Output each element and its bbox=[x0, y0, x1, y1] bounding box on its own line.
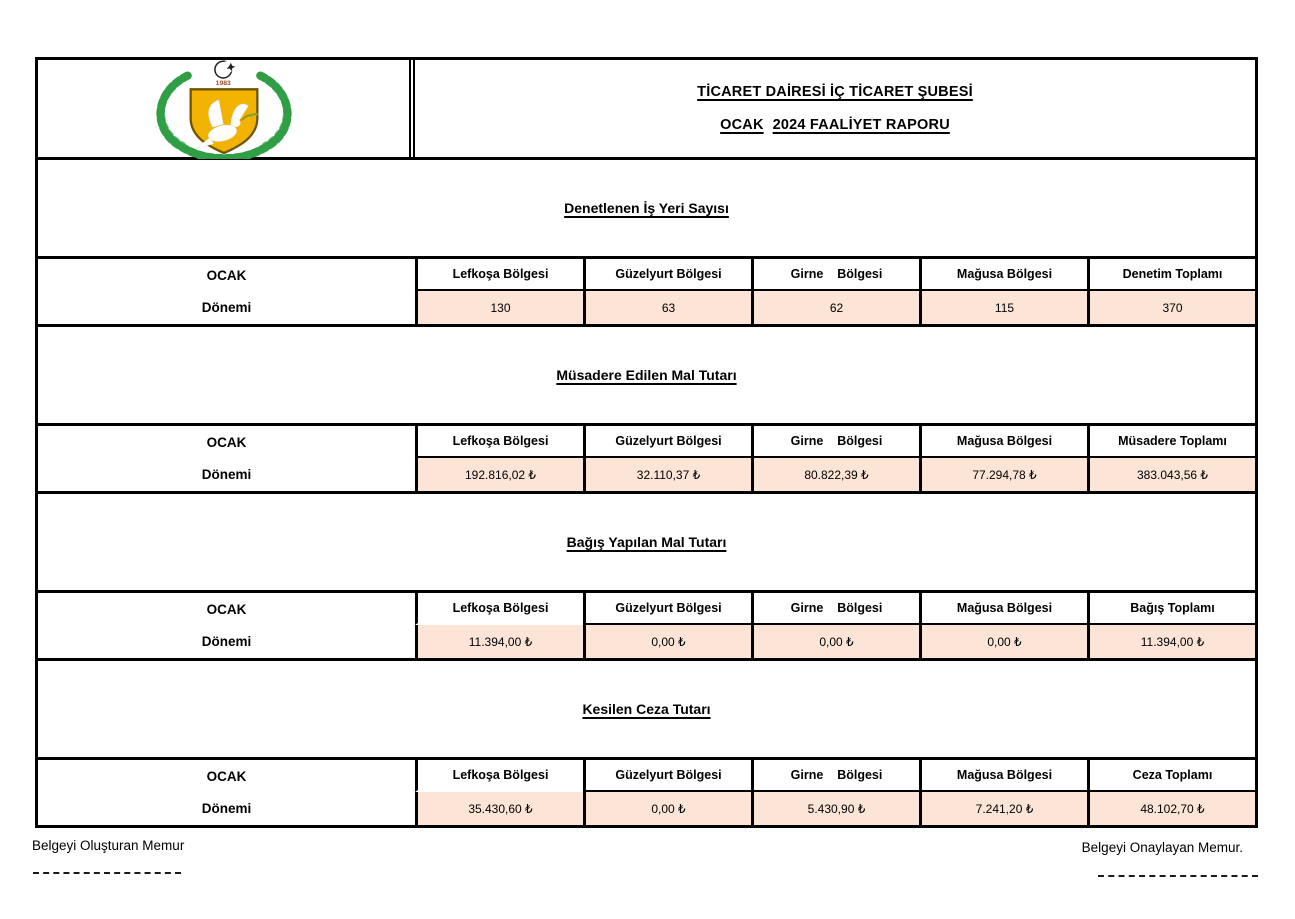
total-value-cell: 11.394,00 ₺ bbox=[1087, 625, 1255, 658]
emblem-year: 1983 bbox=[215, 79, 231, 87]
title-block bbox=[415, 60, 1255, 157]
section-table bbox=[38, 593, 1255, 661]
column-header: Lefkoşa Bölgesi bbox=[415, 426, 583, 458]
period-label: Dönemi bbox=[201, 467, 252, 482]
column-header: Mağusa Bölgesi bbox=[919, 259, 1087, 291]
column-header: Mağusa Bölgesi bbox=[919, 760, 1087, 792]
value-cell: 35.430,60 ₺ bbox=[415, 792, 583, 825]
report-month: OCAK bbox=[720, 117, 764, 134]
section-title: Bağış Yapılan Mal Tutarı bbox=[566, 534, 727, 550]
section-band bbox=[38, 327, 1255, 426]
value-cell: 0,00 ₺ bbox=[919, 625, 1087, 658]
section-title: Kesilen Ceza Tutarı bbox=[582, 701, 711, 717]
column-header: Girne Bölgesi bbox=[751, 760, 919, 792]
report-document bbox=[35, 57, 1258, 828]
value-cell: 115 bbox=[919, 291, 1087, 324]
creator-officer-label: Belgeyi Oluşturan Memur bbox=[32, 838, 185, 853]
creator-signature-line bbox=[33, 872, 181, 874]
report-subtitle bbox=[720, 117, 950, 133]
value-cell: 0,00 ₺ bbox=[751, 625, 919, 658]
column-header: Girne Bölgesi bbox=[751, 426, 919, 458]
total-column-header: Ceza Toplamı bbox=[1087, 760, 1255, 792]
value-cell: 77.294,78 ₺ bbox=[919, 458, 1087, 491]
total-value-cell: 383.043,56 ₺ bbox=[1087, 458, 1255, 491]
column-header: Mağusa Bölgesi bbox=[919, 593, 1087, 625]
period-month: OCAK bbox=[206, 434, 247, 450]
section-band bbox=[38, 160, 1255, 259]
section-table bbox=[38, 259, 1255, 327]
section-title: Denetlenen İş Yeri Sayısı bbox=[564, 200, 729, 216]
section-table bbox=[38, 426, 1255, 494]
period-cell bbox=[38, 426, 415, 491]
total-column-header: Denetim Toplamı bbox=[1087, 259, 1255, 291]
period-cell bbox=[38, 593, 415, 658]
section-table bbox=[38, 760, 1255, 825]
value-cell: 62 bbox=[751, 291, 919, 324]
emblem-cell bbox=[38, 60, 415, 157]
column-header: Girne Bölgesi bbox=[751, 259, 919, 291]
period-month: OCAK bbox=[206, 267, 247, 283]
column-header: Lefkoşa Bölgesi bbox=[415, 259, 583, 291]
column-header: Güzelyurt Bölgesi bbox=[583, 593, 751, 625]
section-band bbox=[38, 661, 1255, 760]
period-month: OCAK bbox=[206, 768, 247, 784]
period-cell bbox=[38, 760, 415, 825]
report-subtitle-rest: 2024 FAALİYET RAPORU bbox=[772, 117, 950, 134]
value-cell: 0,00 ₺ bbox=[583, 625, 751, 658]
report-title: TİCARET DAİRESİ İÇ TİCARET ŞUBESİ bbox=[697, 83, 973, 100]
value-cell: 32.110,37 ₺ bbox=[583, 458, 751, 491]
total-column-header: Müsadere Toplamı bbox=[1087, 426, 1255, 458]
total-value-cell: 370 bbox=[1087, 291, 1255, 324]
report-header bbox=[38, 60, 1255, 160]
value-cell: 7.241,20 ₺ bbox=[919, 792, 1087, 825]
column-header: Güzelyurt Bölgesi bbox=[583, 259, 751, 291]
total-column-header: Bağış Toplamı bbox=[1087, 593, 1255, 625]
column-header: Lefkoşa Bölgesi bbox=[415, 760, 583, 792]
kktc-coat-of-arms-icon bbox=[140, 59, 308, 159]
period-cell bbox=[38, 259, 415, 324]
column-header: Girne Bölgesi bbox=[751, 593, 919, 625]
section-band bbox=[38, 494, 1255, 593]
period-month: OCAK bbox=[206, 601, 247, 617]
value-cell: 130 bbox=[415, 291, 583, 324]
approver-signature-line bbox=[1098, 875, 1258, 877]
value-cell: 0,00 ₺ bbox=[583, 792, 751, 825]
value-cell: 63 bbox=[583, 291, 751, 324]
period-label: Dönemi bbox=[201, 300, 252, 315]
total-value-cell: 48.102,70 ₺ bbox=[1087, 792, 1255, 825]
section-title: Müsadere Edilen Mal Tutarı bbox=[556, 367, 737, 383]
column-header: Güzelyurt Bölgesi bbox=[583, 760, 751, 792]
column-header: Güzelyurt Bölgesi bbox=[583, 426, 751, 458]
value-cell: 80.822,39 ₺ bbox=[751, 458, 919, 491]
column-header: Lefkoşa Bölgesi bbox=[415, 593, 583, 625]
period-label: Dönemi bbox=[201, 634, 252, 649]
value-cell: 11.394,00 ₺ bbox=[415, 625, 583, 658]
approver-officer-label: Belgeyi Onaylayan Memur. bbox=[1081, 840, 1243, 855]
period-label: Dönemi bbox=[201, 801, 252, 816]
value-cell: 5.430,90 ₺ bbox=[751, 792, 919, 825]
column-header: Mağusa Bölgesi bbox=[919, 426, 1087, 458]
value-cell: 192.816,02 ₺ bbox=[415, 458, 583, 491]
